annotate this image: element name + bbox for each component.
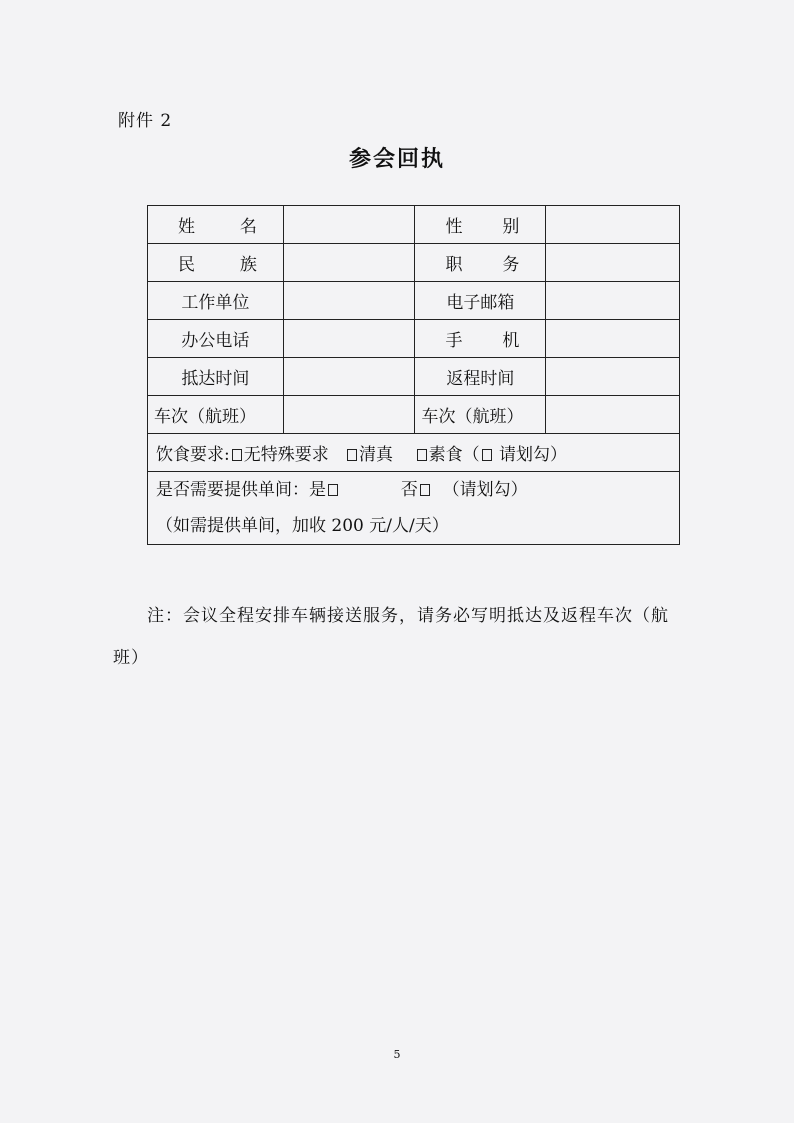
mobile-field[interactable] [546,320,680,358]
office-phone-label: 办公电话 [148,320,284,358]
diet-suffix: 请划勾） [493,445,567,465]
table-row [148,396,680,434]
return-train-field[interactable] [546,396,680,434]
table-row [148,472,680,545]
checkbox-icon [482,449,492,461]
checkbox-halal[interactable] [347,449,357,461]
arrival-train-label: 车次（航班） [148,396,284,434]
position-field[interactable] [546,244,680,282]
table-row [148,358,680,396]
room-no-label: 否 [400,480,418,500]
ethnicity-field[interactable] [283,244,415,282]
email-field[interactable] [546,282,680,320]
table-row [148,206,680,244]
table-row [148,244,680,282]
diet-option-none: 无特殊要求 [243,445,329,465]
single-room-row [148,472,680,545]
email-label: 电子邮箱 [415,282,546,320]
arrival-time-field[interactable] [283,358,415,396]
checkbox-no-special[interactable] [232,449,242,461]
mobile-label: 手 机 [415,320,546,358]
checkbox-room-no[interactable] [420,484,430,496]
diet-requirement-row [148,434,680,472]
arrival-time-label: 抵达时间 [148,358,284,396]
table-row [148,282,680,320]
diet-option-halal: 清真 [358,445,393,465]
work-unit-field[interactable] [283,282,415,320]
arrival-train-field[interactable] [283,396,415,434]
single-room-label: 是否需要提供单间：是 [156,480,326,500]
position-label: 职 务 [415,244,546,282]
table-row [148,434,680,472]
work-unit-label: 工作单位 [148,282,284,320]
room-suffix: （请划勾） [442,480,528,500]
ethnicity-label: 民 族 [148,244,284,282]
diet-label: 饮食要求: [156,445,230,465]
gender-field[interactable] [546,206,680,244]
footnote: 注：会议全程安排车辆接送服务，请务必写明抵达及返程车次（航班） [113,606,669,668]
table-row [148,320,680,358]
checkbox-vegetarian[interactable] [417,449,427,461]
diet-option-vegetarian: 素食（ [428,445,480,465]
gender-label: 性 别 [415,206,546,244]
attachment-label: 附件 2 [118,111,173,131]
return-time-label: 返程时间 [415,358,546,396]
registration-form-table [147,205,680,545]
name-field[interactable] [283,206,415,244]
single-room-fee-note: （如需提供单间，加收 200 元/人/天） [156,516,449,536]
return-time-field[interactable] [546,358,680,396]
checkbox-room-yes[interactable] [328,484,338,496]
name-label: 姓 名 [148,206,284,244]
office-phone-field[interactable] [283,320,415,358]
page-title: 参会回执 [348,146,445,172]
page-number: 5 [393,1048,401,1061]
return-train-label: 车次（航班） [415,396,546,434]
